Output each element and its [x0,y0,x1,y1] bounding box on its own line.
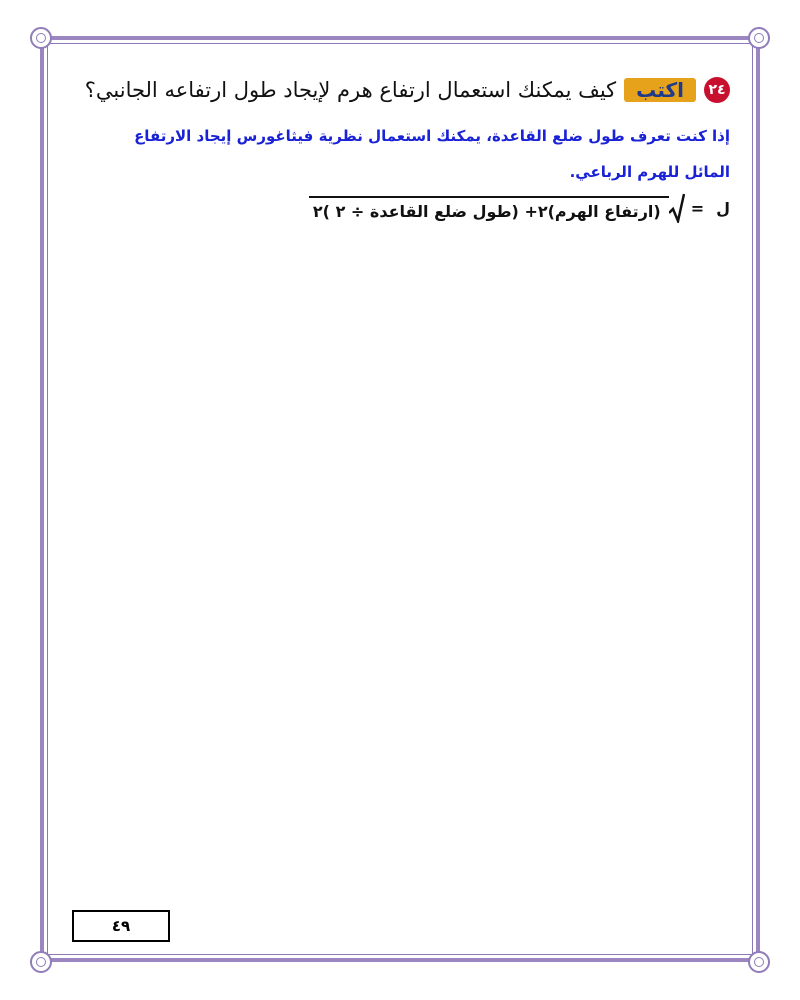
question [70,72,730,108]
write-badge: اكتب [624,78,696,102]
answer-line: المائل للهرم الرباعي. [569,163,730,181]
square-root-icon [669,193,685,223]
formula-equals: = [690,198,705,218]
corner-ornament-icon [30,951,52,973]
page-number: ٤٩ [72,910,170,942]
corner-ornament-icon [748,951,770,973]
answer-line: إذا كنت تعرف طول ضلع القاعدة، يمكنك استعمال نظرية فيثاغورس إيجاد الارتفاع [134,127,730,145]
formula-radicand: (ارتفاع الهرم)٢+ (طول ضلع القاعدة ÷ ٢ )٢ [309,196,669,221]
question-text: كيف يمكنك استعمال ارتفاع هرم لإيجاد طول ارتفاعه الجانبي؟ [84,78,617,102]
formula [70,190,730,226]
corner-ornament-icon [30,27,52,49]
answer [70,118,730,190]
question-number: ٢٤ [704,77,730,103]
formula-lhs: ل [716,198,730,218]
corner-ornament-icon [748,27,770,49]
